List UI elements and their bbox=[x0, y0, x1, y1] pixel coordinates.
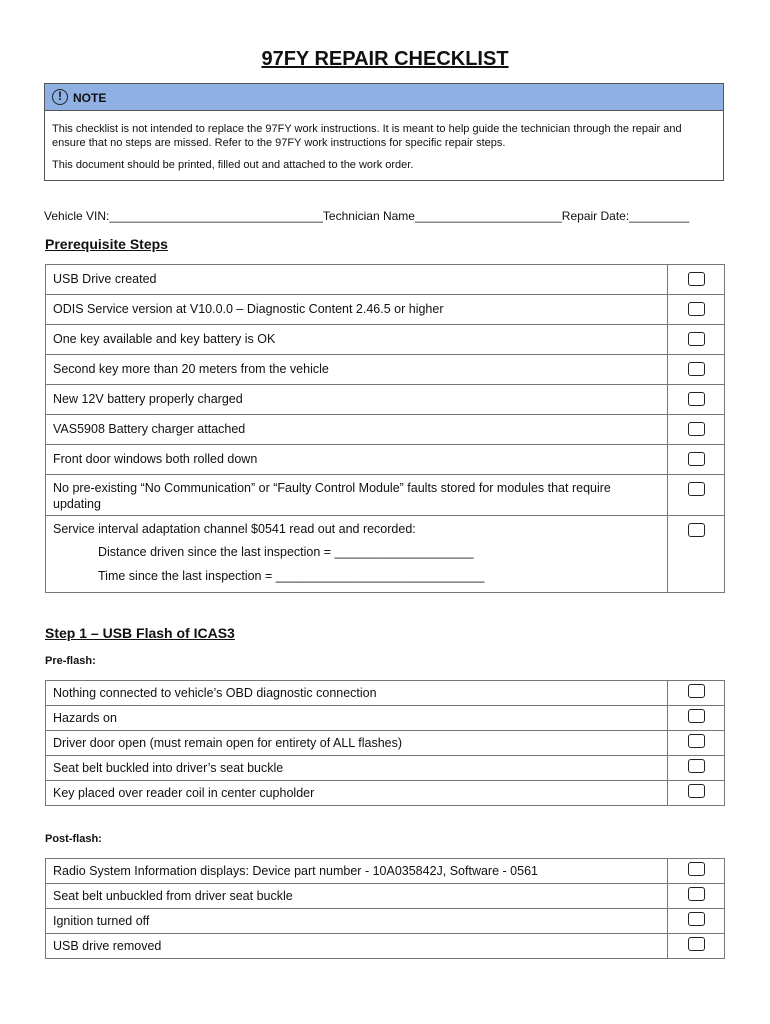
checklist-item-text: Seat belt buckled into driver’s seat buckle bbox=[46, 756, 668, 781]
checkbox-cell bbox=[668, 859, 725, 884]
note-box bbox=[44, 83, 724, 181]
checklist-item-text bbox=[46, 516, 668, 593]
checkbox[interactable] bbox=[688, 784, 705, 798]
checklist-item-text: Front door windows both rolled down bbox=[46, 445, 668, 475]
checklist-item-text: No pre-existing “No Communication” or “Faulty Control Module” faults stored for modules that require updating bbox=[46, 475, 668, 516]
table-row bbox=[46, 516, 725, 593]
checkbox-cell bbox=[668, 731, 725, 756]
checkbox-cell bbox=[668, 415, 725, 445]
note-paragraph: This checklist is not intended to replace the 97FY work instructions. It is meant to help guide the technician through the repair and ensure that no steps are missed. Refer to the 97FY work instructions for specific repair steps. bbox=[52, 123, 682, 149]
checkbox[interactable] bbox=[688, 482, 705, 496]
checkbox[interactable] bbox=[688, 422, 705, 436]
page-title: 97FY REPAIR CHECKLIST bbox=[261, 48, 509, 70]
checkbox-cell bbox=[668, 325, 725, 355]
exclamation-icon: ! bbox=[52, 89, 68, 105]
checklist-item-text: Radio System Information displays: Device part number - 10A035842J, Software - 0561 bbox=[46, 859, 668, 884]
table-row bbox=[46, 475, 725, 516]
checkbox[interactable] bbox=[688, 392, 705, 406]
checkbox[interactable] bbox=[688, 362, 705, 376]
preflash-table bbox=[45, 680, 725, 806]
checklist-item-text: Nothing connected to vehicle’s OBD diagnostic connection bbox=[46, 681, 668, 706]
preflash-label: Pre-flash: bbox=[45, 655, 96, 667]
checklist-item-text: Hazards on bbox=[46, 706, 668, 731]
checklist-item-text: Driver door open (must remain open for entirety of ALL flashes) bbox=[46, 731, 668, 756]
time-since-inspection-field[interactable]: Time since the last inspection = ______________________________ bbox=[98, 569, 485, 583]
table-row bbox=[46, 265, 725, 295]
note-body bbox=[45, 111, 723, 172]
checkbox[interactable] bbox=[688, 937, 705, 951]
table-row bbox=[46, 445, 725, 475]
checklist-item-text: New 12V battery properly charged bbox=[46, 385, 668, 415]
checklist-item-text: USB Drive created bbox=[46, 265, 668, 295]
note-header bbox=[45, 84, 723, 111]
checkbox[interactable] bbox=[688, 302, 705, 316]
checklist-item-text: Seat belt unbuckled from driver seat buckle bbox=[46, 884, 668, 909]
checklist-item-text: USB drive removed bbox=[46, 934, 668, 959]
postflash-label: Post-flash: bbox=[45, 833, 102, 845]
note-label: NOTE bbox=[73, 91, 107, 105]
table-row bbox=[46, 884, 725, 909]
checklist-item-text: One key available and key battery is OK bbox=[46, 325, 668, 355]
table-row bbox=[46, 295, 725, 325]
table-row bbox=[46, 706, 725, 731]
checkbox-cell bbox=[668, 385, 725, 415]
checkbox-cell bbox=[668, 355, 725, 385]
table-row bbox=[46, 756, 725, 781]
table-row bbox=[46, 731, 725, 756]
step1-heading: Step 1 – USB Flash of ICAS3 bbox=[45, 625, 235, 641]
checkbox-cell bbox=[668, 781, 725, 806]
checkbox-cell bbox=[668, 934, 725, 959]
note-paragraph: This document should be printed, filled out and attached to the work order. bbox=[52, 159, 414, 171]
table-row bbox=[46, 415, 725, 445]
checklist-item-text: Key placed over reader coil in center cupholder bbox=[46, 781, 668, 806]
checklist-item-text: VAS5908 Battery charger attached bbox=[46, 415, 668, 445]
checkbox-cell bbox=[668, 909, 725, 934]
checkbox[interactable] bbox=[688, 523, 705, 537]
checkbox[interactable] bbox=[688, 734, 705, 748]
table-row bbox=[46, 781, 725, 806]
prerequisite-heading: Prerequisite Steps bbox=[45, 236, 168, 252]
checkbox-cell bbox=[668, 295, 725, 325]
checkbox[interactable] bbox=[688, 452, 705, 466]
checkbox[interactable] bbox=[688, 912, 705, 926]
service-interval-label: Service interval adaptation channel $0541 read out and recorded: bbox=[53, 522, 416, 536]
checkbox-cell bbox=[668, 445, 725, 475]
checkbox[interactable] bbox=[688, 862, 705, 876]
checkbox[interactable] bbox=[688, 887, 705, 901]
checkbox-cell bbox=[668, 475, 725, 516]
table-row bbox=[46, 325, 725, 355]
checkbox-cell bbox=[668, 706, 725, 731]
checkbox[interactable] bbox=[688, 759, 705, 773]
checkbox-cell bbox=[668, 516, 725, 593]
checkbox[interactable] bbox=[688, 332, 705, 346]
vehicle-info-line[interactable]: Vehicle VIN:________________________________Technician Name______________________Repair Date:_________ bbox=[44, 209, 690, 223]
checkbox-cell bbox=[668, 756, 725, 781]
prerequisite-table bbox=[45, 264, 725, 593]
table-row bbox=[46, 859, 725, 884]
checkbox[interactable] bbox=[688, 272, 705, 286]
checkbox-cell bbox=[668, 884, 725, 909]
table-row bbox=[46, 934, 725, 959]
checklist-item-text: Ignition turned off bbox=[46, 909, 668, 934]
table-row bbox=[46, 909, 725, 934]
table-row bbox=[46, 681, 725, 706]
checkbox-cell bbox=[668, 681, 725, 706]
checklist-item-text: ODIS Service version at V10.0.0 – Diagnostic Content 2.46.5 or higher bbox=[46, 295, 668, 325]
table-row bbox=[46, 355, 725, 385]
checklist-item-text: Second key more than 20 meters from the vehicle bbox=[46, 355, 668, 385]
checkbox-cell bbox=[668, 265, 725, 295]
checkbox[interactable] bbox=[688, 709, 705, 723]
postflash-table bbox=[45, 858, 725, 959]
distance-driven-field[interactable]: Distance driven since the last inspection = ____________________ bbox=[98, 545, 474, 559]
table-row bbox=[46, 385, 725, 415]
checkbox[interactable] bbox=[688, 684, 705, 698]
